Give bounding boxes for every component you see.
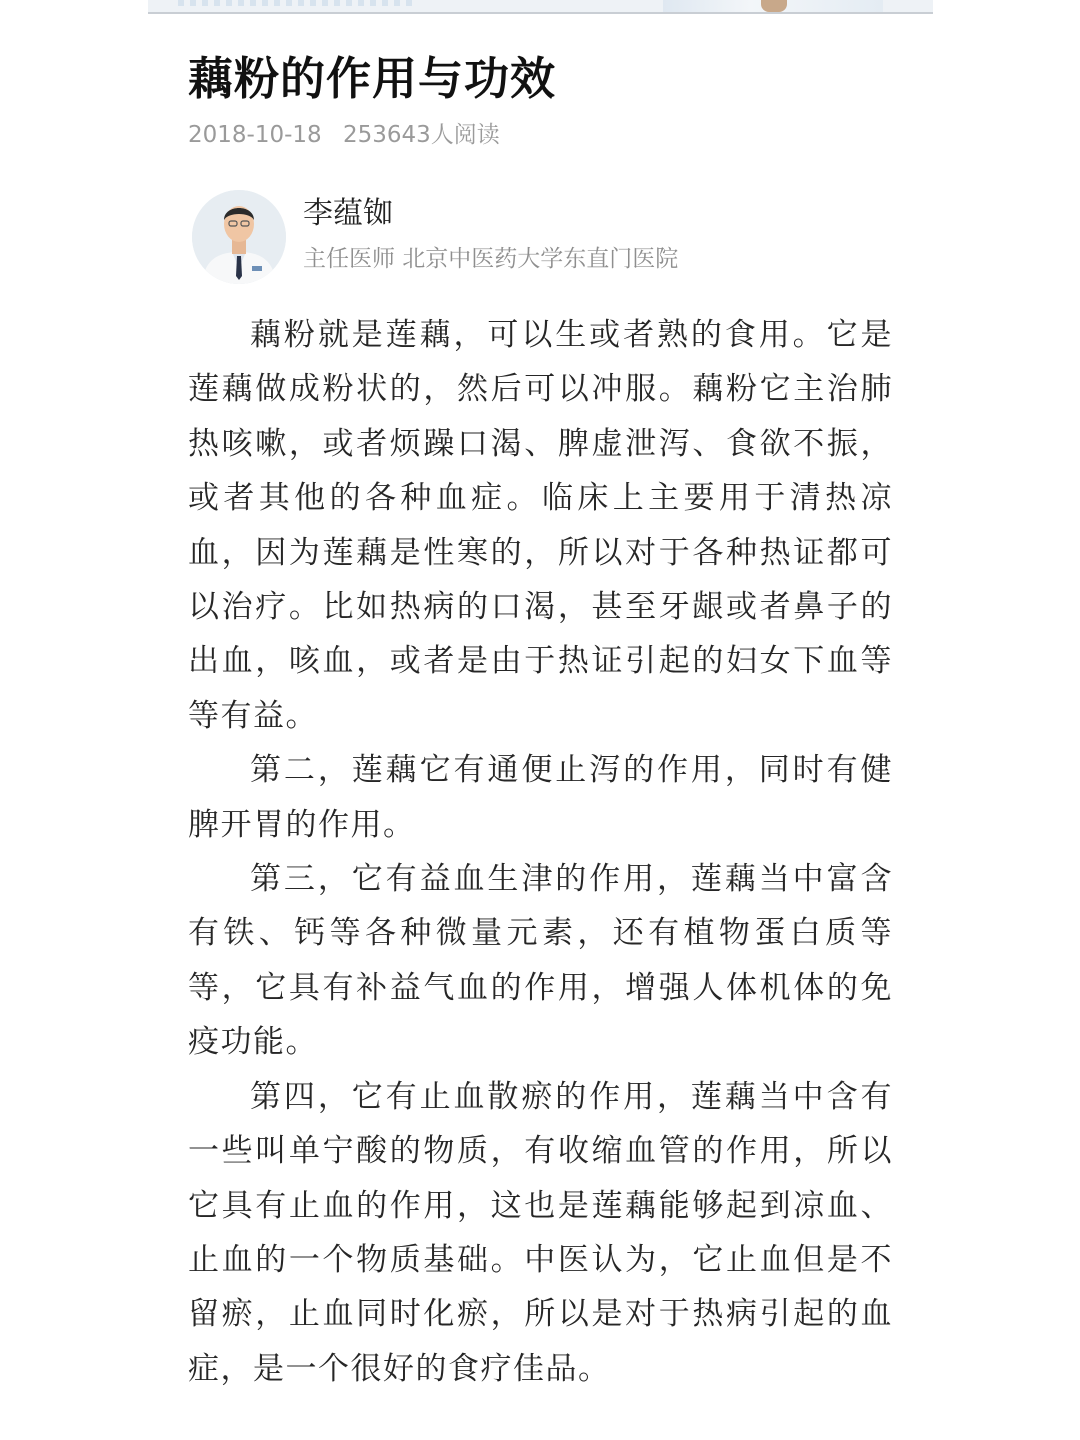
author-name[interactable]: 李蕴铷 (303, 196, 393, 231)
paragraph: 第三，它有益血生津的作用，莲藕当中富含有铁、钙等各种微量元素，还有植物蛋白质等等，它具有补益气血的作用，增强人体机体的免疫功能。 (188, 861, 893, 1061)
publish-date: 2018-10-18 (188, 122, 322, 148)
read-count: 253643人阅读 (342, 122, 500, 148)
article-meta (188, 118, 908, 152)
paragraph: 藕粉就是莲藕，可以生或者熟的食用。它是莲藕做成粉状的，然后可以冲服。藕粉它主治肺热咳嗽，或者烦躁口渴、脾虚泄泻、食欲不振，或者其他的各种血症。临床上主要用于清热凉血，因为莲藕是性寒的，所以对于各种热证都可以治疗。比如热病的口渴，甚至牙龈或者鼻子的出血，咳血，或者是由于热证引起的妇女下血等等有益。 (188, 317, 893, 734)
article-title: 藕粉的作用与功效 (188, 52, 557, 105)
top-banner-strip (148, 0, 933, 14)
paragraph: 第二，莲藕它有通便止泻的作用，同时有健脾开胃的作用。 (188, 752, 893, 843)
banner-pattern (178, 0, 418, 6)
article-body (188, 308, 893, 1396)
paragraph: 第四，它有止血散瘀的作用，莲藕当中含有一些叫单宁酸的物质，有收缩血管的作用，所以它具有止血的作用，这也是莲藕能够起到凉血、止血的一个物质基础。中医认为，它止血但是不留瘀，止血同时化瘀，所以是对于热病引起的血症，是一个很好的食疗佳品。 (188, 1078, 893, 1387)
author-card[interactable] (188, 190, 908, 286)
author-title: 主任医师 北京中医药大学东直门医院 (303, 246, 679, 272)
article (188, 44, 908, 1396)
banner-image (663, 0, 883, 12)
author-avatar[interactable] (192, 190, 286, 284)
